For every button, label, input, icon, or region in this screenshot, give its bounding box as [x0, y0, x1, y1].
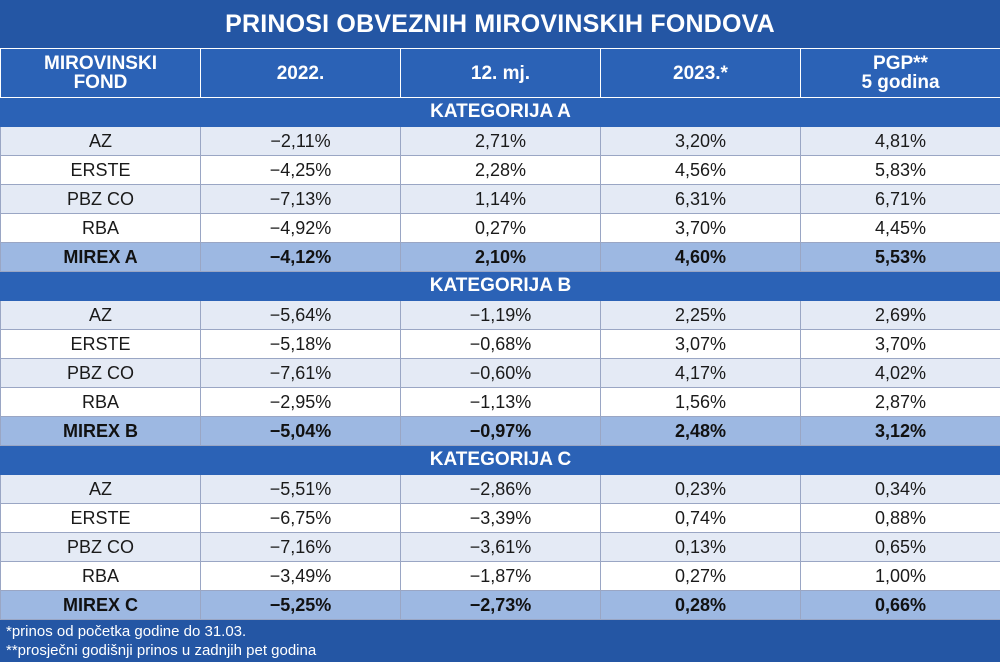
return-cell: −2,11% — [201, 127, 401, 156]
fund-name-cell: RBA — [1, 562, 201, 591]
fund-row — [1, 127, 1000, 156]
fund-name-cell: AZ — [1, 301, 201, 330]
mirex-return-cell: 4,60% — [601, 243, 801, 272]
fund-name-cell: PBZ CO — [1, 359, 201, 388]
return-cell: 0,88% — [801, 504, 1000, 533]
mirex-return-cell: −5,25% — [201, 591, 401, 620]
return-cell: 0,27% — [401, 214, 601, 243]
mirex-return-cell: −2,73% — [401, 591, 601, 620]
return-cell: 1,14% — [401, 185, 601, 214]
fund-name-cell: RBA — [1, 214, 201, 243]
return-cell: −5,18% — [201, 330, 401, 359]
return-cell: −3,61% — [401, 533, 601, 562]
mirex-return-cell: 0,28% — [601, 591, 801, 620]
return-cell: 3,20% — [601, 127, 801, 156]
fund-row — [1, 388, 1000, 417]
footnotes — [0, 620, 1000, 662]
return-cell: 0,74% — [601, 504, 801, 533]
return-cell: 0,13% — [601, 533, 801, 562]
fund-name-cell: PBZ CO — [1, 185, 201, 214]
mirex-return-cell: −5,04% — [201, 417, 401, 446]
return-cell: 5,83% — [801, 156, 1000, 185]
mirex-row — [1, 417, 1000, 446]
return-cell: 2,25% — [601, 301, 801, 330]
mirex-return-cell: 3,12% — [801, 417, 1000, 446]
return-cell: −3,49% — [201, 562, 401, 591]
header-row — [1, 49, 1000, 98]
fund-row — [1, 156, 1000, 185]
fund-name-cell: AZ — [1, 475, 201, 504]
return-cell: 0,23% — [601, 475, 801, 504]
return-cell: 1,00% — [801, 562, 1000, 591]
category-row — [1, 98, 1000, 127]
return-cell: −1,19% — [401, 301, 601, 330]
return-cell: 6,71% — [801, 185, 1000, 214]
return-cell: 2,71% — [401, 127, 601, 156]
return-cell: −0,68% — [401, 330, 601, 359]
fund-name-cell: ERSTE — [1, 504, 201, 533]
return-cell: 2,87% — [801, 388, 1000, 417]
return-cell: 0,65% — [801, 533, 1000, 562]
return-cell: 2,28% — [401, 156, 601, 185]
header-pgp-line1: PGP** — [873, 53, 928, 74]
mirex-return-cell: 2,48% — [601, 417, 801, 446]
footnote-1: *prinos od početka godine do 31.03. — [6, 623, 247, 640]
return-cell: 6,31% — [601, 185, 801, 214]
header-fund — [1, 49, 201, 98]
fund-row — [1, 562, 1000, 591]
mirex-return-cell: 0,66% — [801, 591, 1000, 620]
footnote-2: **prosječni godišnji prinos u zadnjih pet godina — [6, 642, 317, 659]
header-fund-line2: FOND — [73, 72, 128, 93]
mirex-name-cell: MIREX B — [1, 417, 201, 446]
mirex-return-cell: −0,97% — [401, 417, 601, 446]
mirex-row — [1, 591, 1000, 620]
mirex-row — [1, 243, 1000, 272]
fund-name-cell: ERSTE — [1, 156, 201, 185]
category-row — [1, 272, 1000, 301]
header-2023: 2023.* — [601, 49, 801, 98]
fund-row — [1, 533, 1000, 562]
return-cell: −4,25% — [201, 156, 401, 185]
fund-row — [1, 359, 1000, 388]
return-cell: −2,86% — [401, 475, 601, 504]
return-cell: −7,16% — [201, 533, 401, 562]
mirex-name-cell: MIREX A — [1, 243, 201, 272]
fund-name-cell: PBZ CO — [1, 533, 201, 562]
return-cell: 3,07% — [601, 330, 801, 359]
return-cell: 2,69% — [801, 301, 1000, 330]
return-cell: 1,56% — [601, 388, 801, 417]
return-cell: −2,95% — [201, 388, 401, 417]
mirex-return-cell: 5,53% — [801, 243, 1000, 272]
return-cell: 4,17% — [601, 359, 801, 388]
return-cell: 0,27% — [601, 562, 801, 591]
header-12mj: 12. mj. — [401, 49, 601, 98]
return-cell: −5,51% — [201, 475, 401, 504]
return-cell: −6,75% — [201, 504, 401, 533]
table-title: PRINOSI OBVEZNIH MIROVINSKIH FONDOVA — [0, 0, 1000, 48]
return-cell: −5,64% — [201, 301, 401, 330]
mirex-return-cell: −4,12% — [201, 243, 401, 272]
return-cell: −7,13% — [201, 185, 401, 214]
category-label: KATEGORIJA B — [1, 272, 1000, 301]
fund-name-cell: AZ — [1, 127, 201, 156]
table-body — [1, 98, 1000, 620]
return-cell: −3,39% — [401, 504, 601, 533]
fund-row — [1, 504, 1000, 533]
return-cell: 4,02% — [801, 359, 1000, 388]
returns-table — [0, 48, 1000, 620]
mirex-name-cell: MIREX C — [1, 591, 201, 620]
fund-name-cell: RBA — [1, 388, 201, 417]
return-cell: 4,45% — [801, 214, 1000, 243]
category-label: KATEGORIJA A — [1, 98, 1000, 127]
header-fund-line1: MIROVINSKI — [44, 53, 157, 74]
fund-row — [1, 185, 1000, 214]
return-cell: −0,60% — [401, 359, 601, 388]
fund-row — [1, 301, 1000, 330]
return-cell: −1,87% — [401, 562, 601, 591]
header-2022: 2022. — [201, 49, 401, 98]
fund-name-cell: ERSTE — [1, 330, 201, 359]
fund-row — [1, 475, 1000, 504]
return-cell: −1,13% — [401, 388, 601, 417]
return-cell: 3,70% — [801, 330, 1000, 359]
return-cell: 0,34% — [801, 475, 1000, 504]
return-cell: 4,56% — [601, 156, 801, 185]
header-pgp — [801, 49, 1000, 98]
return-cell: 4,81% — [801, 127, 1000, 156]
category-label: KATEGORIJA C — [1, 446, 1000, 475]
fund-row — [1, 330, 1000, 359]
fund-row — [1, 214, 1000, 243]
return-cell: −7,61% — [201, 359, 401, 388]
header-pgp-line2: 5 godina — [861, 72, 940, 93]
category-row — [1, 446, 1000, 475]
return-cell: 3,70% — [601, 214, 801, 243]
return-cell: −4,92% — [201, 214, 401, 243]
mirex-return-cell: 2,10% — [401, 243, 601, 272]
